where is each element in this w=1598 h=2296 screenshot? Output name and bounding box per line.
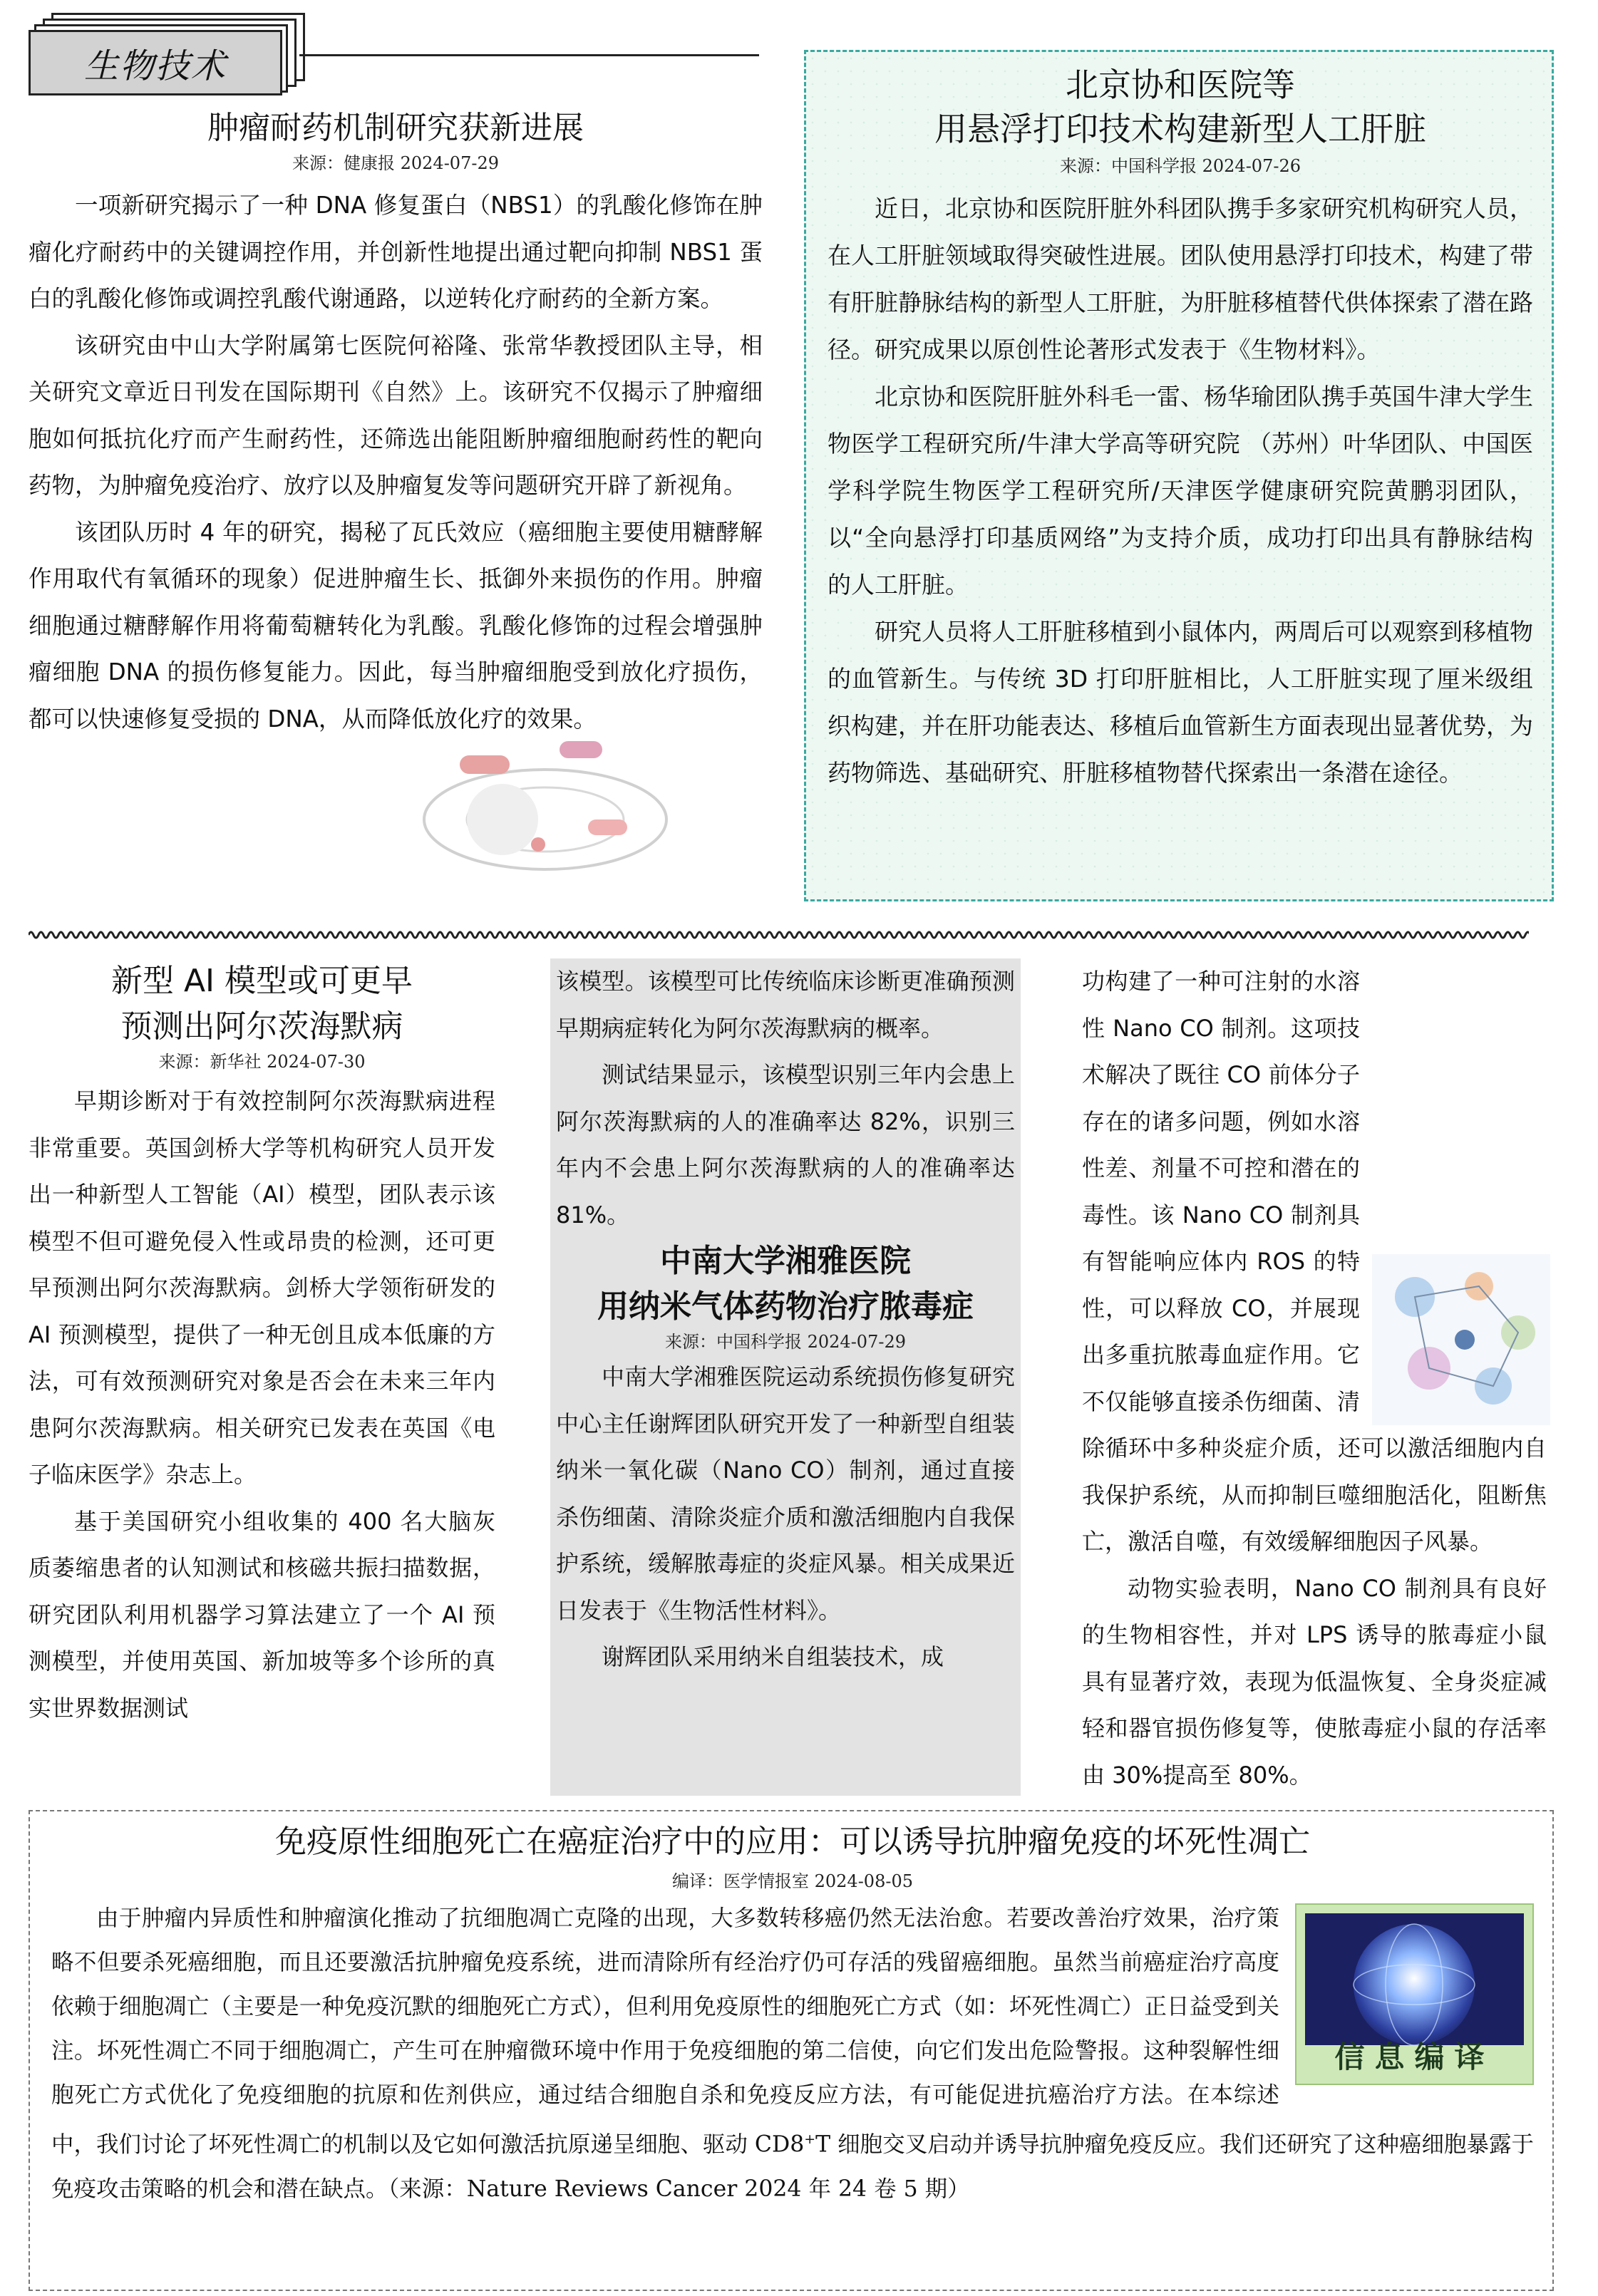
paragraph: 研究人员将人工肝脏移植到小鼠体内，两周后可以观察到移植物的血管新生。与传统 3D 打印肝脏相比，人工肝脏实现了厘米级组织构建，并在肝功能表达、移植后血管新生方面表现出显著优势，为药物筛选、基础研究、肝脏移植物替代探索出一条潜在途径。 <box>828 618 1533 787</box>
section-label: 生物技术 <box>83 46 227 86</box>
badge-label: 信息编译 <box>1334 2039 1495 2074</box>
paragraph: 该模型。该模型可比传统临床诊断更准确预测早期病症转化为阿尔茨海默病的概率。 <box>556 968 1015 1042</box>
section-tab <box>29 13 328 91</box>
section-tab-front <box>29 30 282 95</box>
article-title-line1: 新型 AI 模型或可更早 <box>110 963 413 999</box>
article-body <box>29 1078 495 1732</box>
globe-image <box>1305 1913 1524 2045</box>
article-source: 来源：新华社 2024-07-30 <box>158 1052 366 1072</box>
article-title: 免疫原性细胞死亡在癌症治疗中的应用：可以诱导抗肿瘤免疫的坏死性凋亡 <box>275 1824 1310 1860</box>
article-title-line2: 用纳米气体药物治疗脓毒症 <box>597 1288 974 1325</box>
paragraph: 动物实验表明，Nano CO 制剂具有良好的生物相容性，并对 LPS 诱导的脓毒症小鼠具有显著疗效，表现为低温恢复、全身炎症减轻和器官损伤修复等，使脓毒症小鼠的存活率由 30%提高至 80%。 <box>1082 1574 1547 1789</box>
middle-column <box>550 958 1021 1796</box>
article-alzheimers-ai <box>29 958 495 1732</box>
paragraph: 近日，北京协和医院肝脏外科团队携手多家研究机构研究人员，在人工肝脏领域取得突破性进展。团队使用悬浮打印技术，构建了带有肝脏静脉结构的新型人工肝脏，为肝脏移植替代供体探索了潜在路径。研究成果以原创性论著形式发表于《生物材料》。 <box>828 195 1533 363</box>
article-tumor-resistance <box>29 105 763 743</box>
article-body-continued <box>556 958 1015 1239</box>
paragraph: 一项新研究揭示了一种 DNA 修复蛋白（NBS1）的乳酸化修饰在肿瘤化疗耐药中的关键调控作用，并创新性地提出通过靶向抑制 NBS1 蛋白的乳酸化修饰或调控乳酸代谢通路，以逆转化疗耐药的全新方案。 <box>29 192 763 312</box>
article-artificial-liver <box>804 50 1554 901</box>
article-title-line2: 用悬浮打印技术构建新型人工肝脏 <box>934 110 1426 148</box>
paragraph: 谢辉团队采用纳米自组装技术，成 <box>602 1643 944 1670</box>
paragraph-text: 由于肿瘤内异质性和肿瘤演化推动了抗细胞凋亡克隆的出现，大多数转移癌仍然无法治愈。若要改善治疗效果，治疗策略不但要杀死癌细胞，而且还要激活抗肿瘤免疫系统，进而清除所有经治疗仍可存活的残留癌细胞。虽然当前癌症治疗高度依赖于细胞凋亡（主要是一种免疫沉默的细胞死亡方式），但利用免疫原性的细胞死亡方式（如：坏死性凋亡）正日益受到关注。坏死性凋亡不同于细胞凋亡，产生可在肿瘤微环境中作用于免疫细胞的第二信使，向它们发出危险警报。这种裂解性细胞死亡方式优化了免疫细胞的抗原和佐剂供应，通过结合细胞自杀和免疫反应方法，有可能促进抗癌治疗方法。在本综述中，我们讨论了坏死性凋亡的机制以及它如何激活抗原递呈细胞、驱动 CD8 <box>51 1905 1279 2158</box>
article-body <box>51 1896 1534 2211</box>
paragraph: 基于美国研究小组收集的 400 名大脑灰质萎缩患者的认知测试和核磁共振扫描数据，研究团队利用机器学习算法建立了一个 AI 预测模型，并使用英国、新加坡等多个诊所的真实世界数据测试 <box>29 1507 495 1722</box>
paragraph: 北京协和医院肝脏外科毛一雷、杨华瑜团队携手英国牛津大学生物医学工程研究所/牛津大学高等研究院 （苏州）叶华团队、中国医学科学院生物医学工程研究所/天津医学健康研究院黄鹏羽团队，以“全向悬浮打印基质网络”为支持介质，成功打印出具有静脉结构的人工肝脏。 <box>828 383 1533 599</box>
article-title: 肿瘤耐药机制研究获新进展 <box>207 110 584 146</box>
article-source: 来源：中国科学报 2024-07-29 <box>664 1332 906 1352</box>
paragraph: 该团队历时 4 年的研究，揭秘了瓦氏效应（癌细胞主要使用糖酵解作用取代有氧循环的现象）促进肿瘤生长、抵御外来损伤的作用。肿瘤细胞通过糖酵解作用将葡萄糖转化为乳酸。乳酸化修饰的过程会增强肿瘤细胞 DNA 的损伤修复能力。因此，每当肿瘤细胞受到放化疗损伤，都可以快速修复受损的 DNA，从而降低放化疗的效果。 <box>29 518 763 733</box>
article-source: 来源：中国科学报 2024-07-26 <box>1059 156 1301 176</box>
article-sepsis-nano-co <box>556 1239 1015 1681</box>
article-necroptosis <box>29 1810 1554 2291</box>
article-title-line2: 预测出阿尔茨海默病 <box>120 1008 403 1045</box>
paragraph-text: T 细胞交叉启动并诱导抗肿瘤免疫反应。我们还研究了这种癌细胞暴露于免疫攻击策略的机会和潜在缺点。（来源：Nature Reviews Cancer 2024 年 24 卷 5 期） <box>51 2131 1534 2202</box>
article-body <box>828 185 1533 797</box>
article-body <box>556 1354 1015 1681</box>
article-title-line1: 北京协和医院等 <box>1066 66 1295 104</box>
nano-co-mechanism-figure <box>1372 1254 1550 1425</box>
article-body <box>29 182 763 743</box>
superscript: + <box>804 2131 816 2147</box>
paragraph-text: 功构建了一种可注射的水溶性 Nano CO 制剂。这项技术解决了既往 CO 前体分子存在的诸多问题，例如水溶性差、剂量不可控和潜在的毒性。该 Nano CO 制剂具有智能响应体内 ROS 的特性，可以释放 CO，并展现出多重抗脓毒血症作用。它不仅能够直接杀伤细菌、清除循环中多种炎症介质，还可以激活细胞内自我保护系统，从而抑制巨噬细胞活化，阻断焦亡，激活自噬，有效缓解细胞因子风暴。 <box>1082 968 1547 1555</box>
article-title-line1: 中南大学湘雅医院 <box>660 1243 911 1279</box>
paragraph: 早期诊断对于有效控制阿尔茨海默病进程非常重要。英国剑桥大学等机构研究人员开发出一种新型人工智能（AI）模型，团队表示该模型不但可避免侵入性或昂贵的检测，还可更早预测出阿尔茨海默病。剑桥大学领衔研发的 AI 预测模型，提供了一种无创且成本低廉的方法，可有效预测研究对象是否会在未来三年内患阿尔茨海默病。相关研究已发表在英国《电子临床医学》杂志上。 <box>29 1087 495 1488</box>
article-source: 编译：医学情报室 2024-08-05 <box>671 1871 913 1891</box>
article-source: 来源：健康报 2024-07-29 <box>292 153 499 173</box>
wavy-divider <box>29 926 1529 943</box>
pills-illustration <box>417 713 674 884</box>
paragraph: 测试结果显示，该模型识别三年内会患上阿尔茨海默病的人的准确率达 82%，识别三年内不会患上阿尔茨海默病的人的准确率达 81%。 <box>556 1061 1015 1229</box>
paragraph: 该研究由中山大学附属第七医院何裕隆、张常华教授团队主导，相关研究文章近日刊发在国际期刊《自然》上。该研究不仅揭示了肿瘤细胞如何抵抗化疗而产生耐药性，还筛选出能阻断肿瘤细胞耐药性的靶向药物，为肿瘤免疫治疗、放疗以及肿瘤复发等问题研究开辟了新视角。 <box>29 331 763 499</box>
info-compilation-badge <box>1295 1903 1534 2085</box>
paragraph: 中南大学湘雅医院运动系统损伤修复研究中心主任谢辉团队研究开发了一种新型自组装纳米一氧化碳（Nano CO）制剂，通过直接杀伤细菌、清除炎症介质和激活细胞内自我保护系统，缓解脓毒症的炎症风暴。相关成果近日发表于《生物活性材料》。 <box>556 1363 1015 1624</box>
section-rule <box>299 54 759 56</box>
